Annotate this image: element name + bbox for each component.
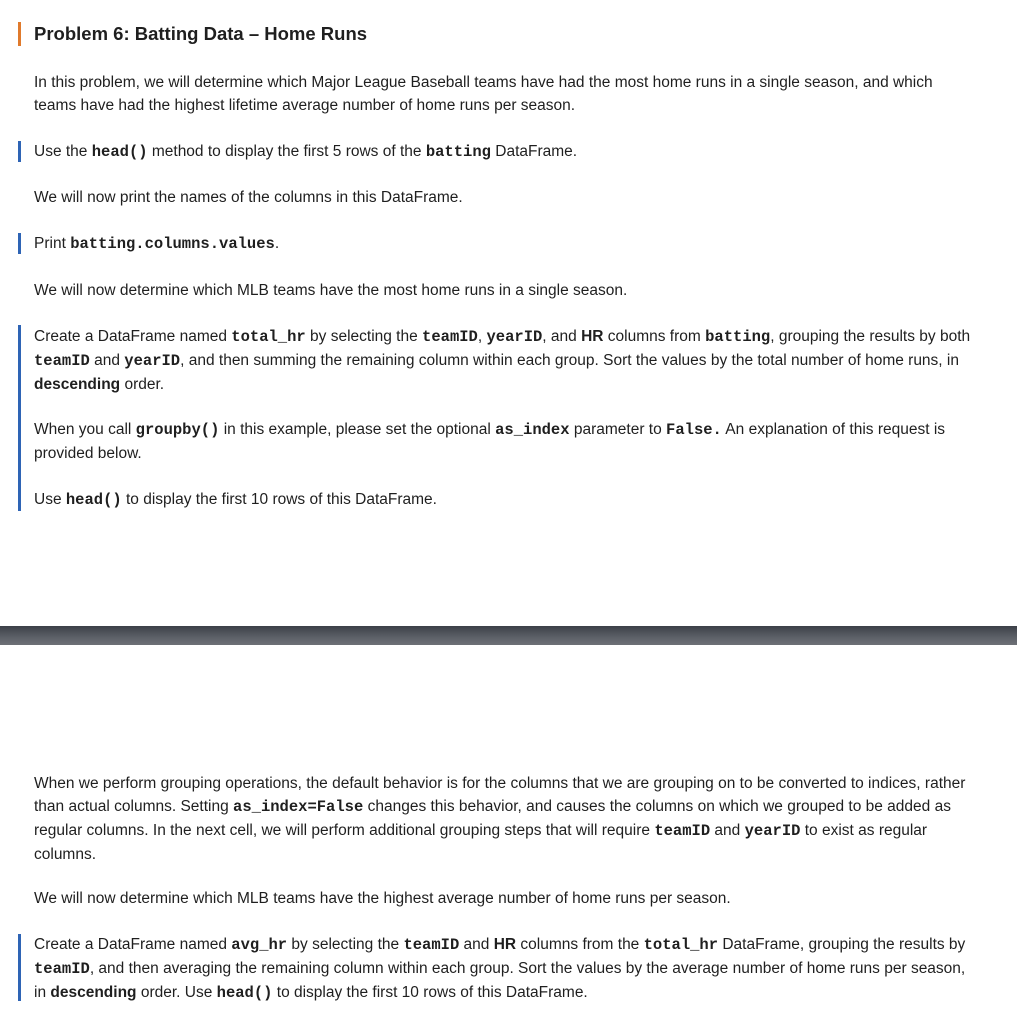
instruction-print-columns: Print batting.columns.values.	[34, 235, 280, 253]
problem-title: Problem 6: Batting Data – Home Runs	[34, 23, 368, 44]
instruction-total-hr: Create a DataFrame named total_hr by selecting the teamID, yearID, and HR columns from batting, grouping the results by both teamID and yearID, and then summing the remaining column within each group. Sort the values by the total number of home runs, in descending order.	[34, 328, 971, 393]
explanation-as-index: When we perform grouping operations, the default behavior is for the columns that we are grouping on to be converted to indices, rather than actual columns. Setting as_index=False changes this behavior, and causes the columns on which we grouped to be added as regular columns. In the next cell, we will perform additional grouping steps that will require teamID and yearID to exist as regular columns.	[34, 775, 966, 863]
instruction-avg-hr: Create a DataFrame named avg_hr by selecting the teamID and HR columns from the total_hr DataFrame, grouping the results by teamID, and then averaging the remaining column within each group. Sort the values by the average number of home runs per season, in descending order. Use head() to display the first 10 rows of this DataFrame.	[34, 936, 966, 1002]
title-accent-bar	[18, 22, 21, 46]
instruction-head-5: Use the head() method to display the first 5 rows of the batting DataFrame.	[34, 143, 578, 161]
instruction-bar	[18, 233, 21, 254]
page-divider	[0, 626, 1017, 645]
instruction-bar	[18, 141, 21, 162]
text-print-columns: We will now print the names of the columns in this DataFrame.	[34, 189, 463, 206]
text-average-home-runs: We will now determine which MLB teams have the highest average number of home runs per season.	[34, 890, 731, 907]
text-most-home-runs: We will now determine which MLB teams have the most home runs in a single season.	[34, 282, 628, 299]
instruction-bar	[18, 934, 21, 1001]
instruction-head-10: Use head() to display the first 10 rows of this DataFrame.	[34, 491, 437, 509]
instruction-as-index: When you call groupby() in this example, please set the optional as_index parameter to False. An explanation of this request is provided below.	[34, 421, 946, 462]
instruction-bar	[18, 325, 21, 511]
intro-text: In this problem, we will determine which Major League Baseball teams have had the most home runs in a single season, and which teams have had the highest lifetime average number of home runs per season.	[34, 74, 933, 114]
